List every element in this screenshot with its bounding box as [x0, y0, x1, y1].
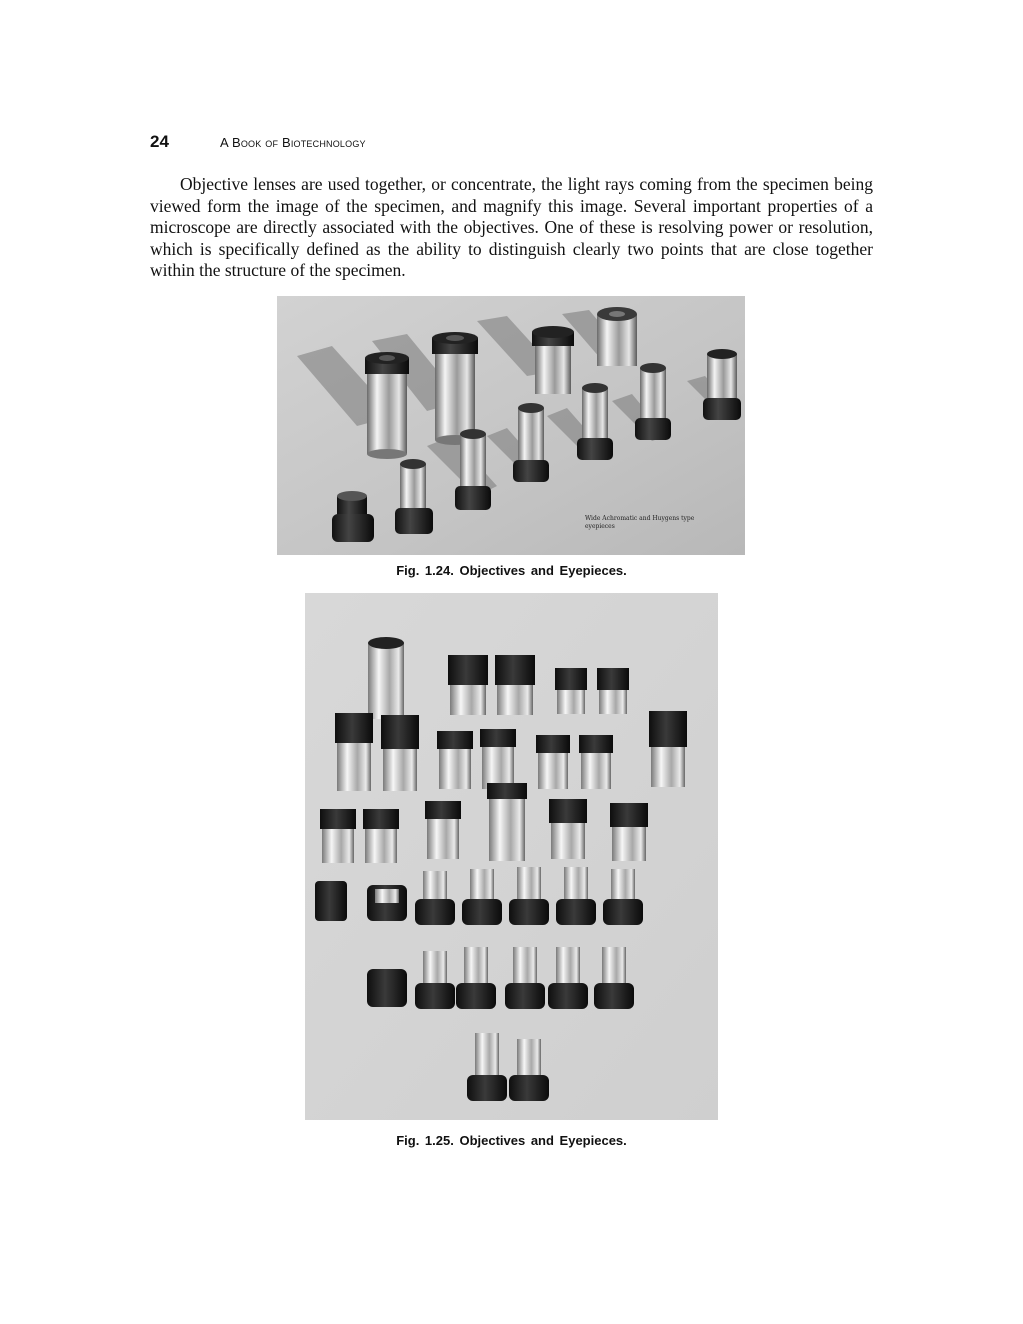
running-title: A Book of Biotechnology: [220, 135, 366, 150]
svg-text:eyepieces: eyepieces: [585, 523, 615, 530]
figure-1-25-caption: Fig. 1.25. Objectives and Eyepieces.: [396, 1133, 627, 1148]
running-header: [150, 132, 366, 154]
page-number: 24: [150, 132, 169, 151]
svg-text:Wide Achromatic and Huygens ty: Wide Achromatic and Huygens type: [585, 515, 695, 522]
figure-1-25-photo: [305, 593, 718, 1120]
body-paragraph: Objective lenses are used together, or concentrate, the light rays coming from the specimen being viewed form the image of the specimen, and magnify this image. Several important properties of a microscope are directly associated with the objectives. One of these is resolving power or resolution, which is specifically defined as the ability to distinguish clearly two points that are close together within the structure of the specimen.: [150, 174, 873, 281]
figure-1-24-photo: [277, 296, 745, 555]
figure-1-24-caption: Fig. 1.24. Objectives and Eyepieces.: [396, 563, 627, 578]
